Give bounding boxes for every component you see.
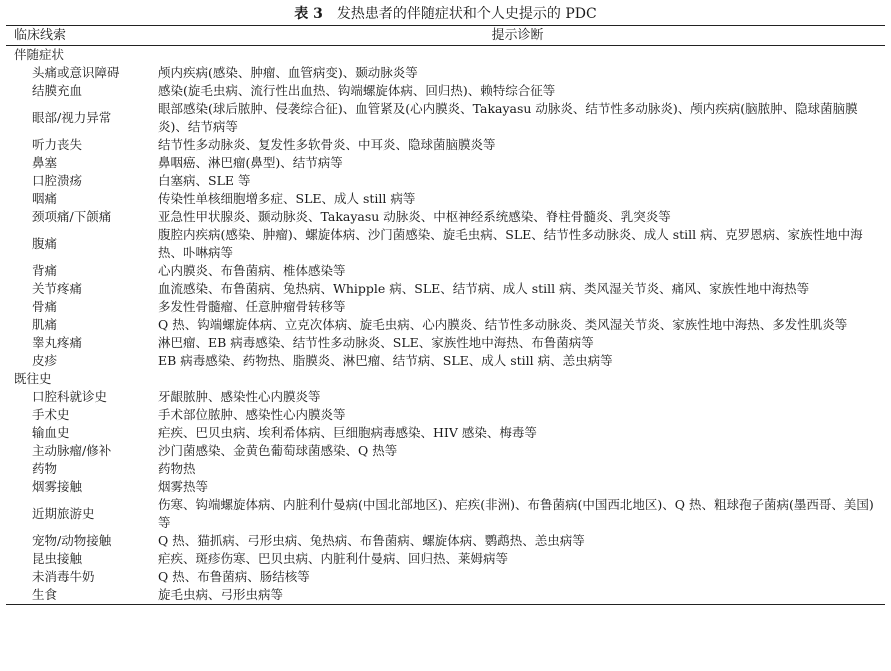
clinical-clue-cell: 近期旅游史 [32, 506, 95, 521]
diagnosis-cell: 亚急性甲状腺炎、颞动脉炎、Takayasu 动脉炎、中枢神经系统感染、脊柱骨髓炎、乳突炎等 [158, 209, 671, 224]
section-label: 伴随症状 [14, 47, 65, 62]
clinical-clue-cell: 主动脉瘤/修补 [32, 443, 112, 458]
clinical-clue-cell: 未消毒牛奶 [32, 569, 95, 584]
table-row [6, 460, 885, 478]
table-row [6, 280, 885, 298]
diagnosis-cell: 淋巴瘤、EB 病毒感染、结节性多动脉炎、SLE、家族性地中海热、布鲁菌病等 [158, 335, 594, 350]
diagnosis-cell: 颅内疾病(感染、肿瘤、血管病变)、颞动脉炎等 [158, 65, 418, 80]
table-caption [0, 0, 891, 25]
table-row [6, 172, 885, 190]
diagnosis-cell: 药物热 [158, 461, 196, 476]
table-row [6, 190, 885, 208]
diagnosis-cell: Q 热、猫抓病、弓形虫病、兔热病、布鲁菌病、螺旋体病、鹦鹉热、恙虫病等 [158, 533, 585, 548]
diagnosis-cell: EB 病毒感染、药物热、脂膜炎、淋巴瘤、结节病、SLE、成人 still 病、恙虫病等 [158, 353, 613, 368]
clinical-clue-cell: 宠物/动物接触 [32, 533, 112, 548]
diagnosis-cell: Q 热、布鲁菌病、肠结核等 [158, 569, 310, 584]
diagnosis-cell: 传染性单核细胞增多症、SLE、成人 still 病等 [158, 191, 416, 206]
header-suggested-diagnosis: 提示诊断 [150, 26, 885, 46]
clinical-clue-cell: 口腔溃疡 [32, 173, 83, 188]
section-empty-cell [150, 370, 885, 388]
clinical-clue-cell: 口腔科就诊史 [32, 389, 108, 404]
diagnosis-cell: 烟雾热等 [158, 479, 209, 494]
diagnosis-cell: 多发性骨髓瘤、任意肿瘤骨转移等 [158, 299, 346, 314]
table-row [6, 496, 885, 532]
section-row [6, 370, 885, 388]
table-row [6, 352, 885, 370]
table-row [6, 424, 885, 442]
diagnosis-cell: 腹腔内疾病(感染、肿瘤)、螺旋体病、沙门菌感染、旋毛虫病、SLE、结节性多动脉炎、成人 still 病、克罗恩病、家族性地中海热、卟啉病等 [158, 227, 863, 260]
diagnosis-cell: 感染(旋毛虫病、流行性出血热、钩端螺旋体病、回归热)、赖特综合征等 [158, 83, 556, 98]
diagnosis-cell: 眼部感染(球后脓肿、侵袭综合征)、血管紧及(心内膜炎、Takayasu 动脉炎、结节性多动脉炎)、颅内疾病(脑脓肿、隐球菌脑膜炎)、结节病等 [158, 101, 858, 134]
clinical-clue-cell: 咽痛 [32, 191, 58, 206]
clinical-clue-cell: 睾丸疼痛 [32, 335, 83, 350]
table-body [6, 46, 885, 605]
pdc-table [6, 25, 885, 605]
clinical-clue-cell: 骨痛 [32, 299, 58, 314]
table-row [6, 388, 885, 406]
clinical-clue-cell: 皮疹 [32, 353, 58, 368]
table-row [6, 262, 885, 280]
diagnosis-cell: 鼻咽癌、淋巴瘤(鼻型)、结节病等 [158, 155, 343, 170]
table-row [6, 64, 885, 82]
table-header-row [6, 26, 885, 46]
table-row [6, 478, 885, 496]
diagnosis-cell: 结节性多动脉炎、复发性多软骨炎、中耳炎、隐球菌脑膜炎等 [158, 137, 496, 152]
table-row [6, 568, 885, 586]
clinical-clue-cell: 鼻塞 [32, 155, 58, 170]
table-row [6, 316, 885, 334]
table-row [6, 334, 885, 352]
clinical-clue-cell: 听力丧失 [32, 137, 83, 152]
table-title: 发热患者的伴随症状和个人史提示的 PDC [336, 6, 597, 22]
clinical-clue-cell: 背痛 [32, 263, 58, 278]
clinical-clue-cell: 颈项痛/下颌痛 [32, 209, 112, 224]
diagnosis-cell: 白塞病、SLE 等 [158, 173, 251, 188]
diagnosis-cell: 手术部位脓肿、感染性心内膜炎等 [158, 407, 346, 422]
section-empty-cell [150, 46, 885, 65]
clinical-clue-cell: 头痛或意识障碍 [32, 65, 120, 80]
diagnosis-cell: 疟疾、巴贝虫病、埃利希体病、巨细胞病毒感染、HIV 感染、梅毒等 [158, 425, 537, 440]
table-row [6, 226, 885, 262]
diagnosis-cell: 心内膜炎、布鲁菌病、椎体感染等 [158, 263, 346, 278]
table-number: 表 3 [294, 6, 323, 22]
table-row [6, 298, 885, 316]
table-row [6, 442, 885, 460]
diagnosis-cell: Q 热、钩端螺旋体病、立克次体病、旋毛虫病、心内膜炎、结节性多动脉炎、类风湿关节炎、家族性地中海热、多发性肌炎等 [158, 317, 848, 332]
table-row [6, 136, 885, 154]
clinical-clue-cell: 生食 [6, 586, 150, 605]
clinical-clue-cell: 关节疼痛 [32, 281, 83, 296]
table-row [6, 550, 885, 568]
table-row [6, 208, 885, 226]
diagnosis-cell: 牙龈脓肿、感染性心内膜炎等 [158, 389, 321, 404]
clinical-clue-cell: 烟雾接触 [32, 479, 83, 494]
table-row [6, 100, 885, 136]
diagnosis-cell: 沙门菌感染、金黄色葡萄球菌感染、Q 热等 [158, 443, 398, 458]
table-row [6, 406, 885, 424]
table-row [6, 82, 885, 100]
section-row [6, 46, 885, 65]
clinical-clue-cell: 眼部/视力异常 [32, 110, 112, 125]
clinical-clue-cell: 腹痛 [32, 236, 58, 251]
table-row [6, 586, 885, 605]
clinical-clue-cell: 结膜充血 [32, 83, 83, 98]
clinical-clue-cell: 手术史 [32, 407, 70, 422]
clinical-clue-cell: 药物 [32, 461, 58, 476]
section-label: 既往史 [14, 371, 52, 386]
header-clinical-clue: 临床线索 [6, 26, 150, 46]
table-row [6, 154, 885, 172]
diagnosis-cell: 血流感染、布鲁菌病、兔热病、Whipple 病、SLE、结节病、成人 still 病、类风湿关节炎、痛风、家族性地中海热等 [158, 281, 810, 296]
clinical-clue-cell: 输血史 [32, 425, 70, 440]
diagnosis-cell: 疟疾、斑疹伤寒、巴贝虫病、内脏利什曼病、回归热、莱姆病等 [158, 551, 509, 566]
diagnosis-cell: 伤寒、钩端螺旋体病、内脏利什曼病(中国北部地区)、疟疾(非洲)、布鲁菌病(中国西北地区)、Q 热、粗球孢子菌病(墨西哥、美国)等 [158, 497, 874, 530]
diagnosis-cell: 旋毛虫病、弓形虫病等 [150, 586, 885, 605]
clinical-clue-cell: 昆虫接触 [32, 551, 83, 566]
clinical-clue-cell: 肌痛 [32, 317, 58, 332]
table-row [6, 532, 885, 550]
